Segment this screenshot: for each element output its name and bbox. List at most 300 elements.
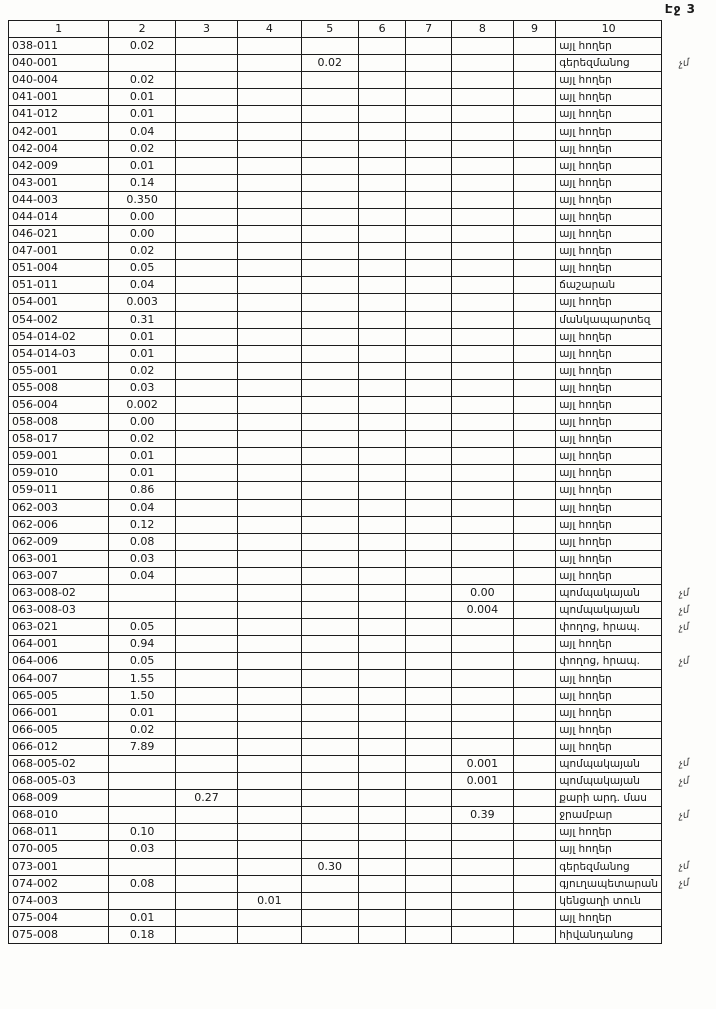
table-row bbox=[9, 550, 716, 567]
table-row bbox=[9, 465, 716, 482]
area-value-cell: 0.00 bbox=[109, 414, 176, 431]
area-value-cell bbox=[406, 345, 452, 362]
area-value-cell bbox=[513, 448, 556, 465]
area-value-cell: 0.08 bbox=[109, 533, 176, 550]
area-value-cell bbox=[406, 585, 452, 602]
area-value-cell: 0.01 bbox=[109, 157, 176, 174]
area-value-cell bbox=[175, 670, 237, 687]
area-value-cell bbox=[238, 824, 302, 841]
area-value-cell bbox=[513, 755, 556, 772]
table-row bbox=[9, 499, 716, 516]
area-value-cell bbox=[452, 704, 514, 721]
area-value-cell bbox=[406, 379, 452, 396]
table-row bbox=[9, 755, 716, 772]
area-value-cell bbox=[175, 482, 237, 499]
margin-note-spacer bbox=[662, 21, 716, 38]
area-value-cell bbox=[513, 909, 556, 926]
margin-note-cell bbox=[662, 499, 716, 516]
area-value-cell bbox=[238, 670, 302, 687]
area-value-cell: 0.01 bbox=[109, 328, 176, 345]
area-value-cell bbox=[452, 345, 514, 362]
area-value-cell: 0.05 bbox=[109, 619, 176, 636]
area-value-cell bbox=[452, 926, 514, 943]
area-value-cell bbox=[301, 926, 358, 943]
handwritten-note: չմ bbox=[678, 809, 690, 822]
area-value-cell: 0.04 bbox=[109, 499, 176, 516]
column-header-2: 2 bbox=[109, 21, 176, 38]
area-value-cell bbox=[301, 807, 358, 824]
land-use-cell: այլ հողեր bbox=[556, 89, 662, 106]
area-value-cell bbox=[238, 909, 302, 926]
table-row bbox=[9, 875, 716, 892]
area-value-cell: 0.01 bbox=[109, 909, 176, 926]
parcel-code-cell: 066-001 bbox=[9, 704, 109, 721]
area-value-cell bbox=[175, 362, 237, 379]
handwritten-note: չմ bbox=[678, 655, 690, 668]
margin-note-cell bbox=[662, 892, 716, 909]
area-value-cell bbox=[358, 482, 405, 499]
area-value-cell bbox=[358, 585, 405, 602]
land-parcel-table bbox=[8, 20, 716, 944]
area-value-cell: 0.01 bbox=[109, 89, 176, 106]
area-value-cell bbox=[452, 636, 514, 653]
table-row bbox=[9, 482, 716, 499]
parcel-code-cell: 068-011 bbox=[9, 824, 109, 841]
margin-note-cell bbox=[662, 755, 716, 772]
table-row bbox=[9, 226, 716, 243]
area-value-cell bbox=[358, 431, 405, 448]
area-value-cell bbox=[175, 926, 237, 943]
area-value-cell: 0.86 bbox=[109, 482, 176, 499]
margin-note-cell bbox=[662, 226, 716, 243]
area-value-cell: 0.004 bbox=[452, 602, 514, 619]
table-row bbox=[9, 294, 716, 311]
land-use-cell: այլ հողեր bbox=[556, 567, 662, 584]
area-value-cell bbox=[301, 174, 358, 191]
area-value-cell bbox=[238, 567, 302, 584]
parcel-code-cell: 044-003 bbox=[9, 191, 109, 208]
area-value-cell bbox=[513, 414, 556, 431]
handwritten-note: չմ bbox=[678, 621, 690, 634]
area-value-cell bbox=[301, 533, 358, 550]
handwritten-note: չմ bbox=[678, 586, 690, 600]
area-value-cell bbox=[358, 414, 405, 431]
area-value-cell bbox=[175, 191, 237, 208]
area-value-cell bbox=[175, 909, 237, 926]
area-value-cell bbox=[358, 72, 405, 89]
area-value-cell bbox=[513, 208, 556, 225]
table-row bbox=[9, 790, 716, 807]
area-value-cell bbox=[513, 72, 556, 89]
area-value-cell bbox=[452, 311, 514, 328]
land-use-cell: այլ հողեր bbox=[556, 687, 662, 704]
area-value-cell bbox=[513, 157, 556, 174]
table-row bbox=[9, 379, 716, 396]
area-value-cell bbox=[358, 294, 405, 311]
margin-note-cell bbox=[662, 585, 716, 602]
margin-note-cell bbox=[662, 174, 716, 191]
area-value-cell bbox=[358, 362, 405, 379]
parcel-code-cell: 074-002 bbox=[9, 875, 109, 892]
margin-note-cell bbox=[662, 414, 716, 431]
area-value-cell bbox=[301, 328, 358, 345]
area-value-cell bbox=[301, 653, 358, 670]
land-use-cell: այլ հողեր bbox=[556, 38, 662, 55]
area-value-cell bbox=[238, 106, 302, 123]
margin-note-cell bbox=[662, 89, 716, 106]
area-value-cell bbox=[513, 123, 556, 140]
area-value-cell bbox=[175, 841, 237, 858]
area-value-cell bbox=[109, 755, 176, 772]
land-use-cell: այլ հողեր bbox=[556, 670, 662, 687]
area-value-cell bbox=[175, 755, 237, 772]
area-value-cell bbox=[513, 619, 556, 636]
area-value-cell bbox=[238, 687, 302, 704]
area-value-cell bbox=[406, 687, 452, 704]
handwritten-note: չմ bbox=[678, 604, 690, 617]
area-value-cell bbox=[175, 516, 237, 533]
table-row bbox=[9, 653, 716, 670]
margin-note-cell bbox=[662, 773, 716, 790]
area-value-cell bbox=[301, 38, 358, 55]
land-use-cell: այլ հողեր bbox=[556, 396, 662, 413]
area-value-cell bbox=[406, 277, 452, 294]
parcel-code-cell: 066-005 bbox=[9, 721, 109, 738]
land-use-cell: այլ հողեր bbox=[556, 533, 662, 550]
land-use-cell: այլ հողեր bbox=[556, 379, 662, 396]
area-value-cell bbox=[358, 174, 405, 191]
land-use-cell: այլ հողեր bbox=[556, 482, 662, 499]
area-value-cell bbox=[358, 670, 405, 687]
area-value-cell bbox=[358, 123, 405, 140]
area-value-cell bbox=[452, 379, 514, 396]
area-value-cell bbox=[452, 277, 514, 294]
area-value-cell: 0.02 bbox=[109, 140, 176, 157]
parcel-code-cell: 054-014-02 bbox=[9, 328, 109, 345]
parcel-code-cell: 038-011 bbox=[9, 38, 109, 55]
margin-note-cell bbox=[662, 858, 716, 875]
area-value-cell bbox=[358, 226, 405, 243]
area-value-cell bbox=[513, 379, 556, 396]
land-use-cell: այլ հողեր bbox=[556, 499, 662, 516]
area-value-cell bbox=[452, 55, 514, 72]
area-value-cell bbox=[513, 328, 556, 345]
table-row bbox=[9, 140, 716, 157]
area-value-cell bbox=[175, 824, 237, 841]
area-value-cell: 0.31 bbox=[109, 311, 176, 328]
area-value-cell: 0.30 bbox=[301, 858, 358, 875]
margin-note-cell bbox=[662, 465, 716, 482]
area-value-cell bbox=[513, 243, 556, 260]
parcel-code-cell: 075-008 bbox=[9, 926, 109, 943]
area-value-cell bbox=[452, 533, 514, 550]
area-value-cell bbox=[358, 773, 405, 790]
margin-note-cell bbox=[662, 260, 716, 277]
area-value-cell bbox=[406, 106, 452, 123]
area-value-cell bbox=[175, 294, 237, 311]
area-value-cell bbox=[452, 858, 514, 875]
margin-note-cell bbox=[662, 140, 716, 157]
area-value-cell bbox=[452, 721, 514, 738]
area-value-cell bbox=[452, 191, 514, 208]
area-value-cell bbox=[358, 721, 405, 738]
area-value-cell bbox=[406, 499, 452, 516]
area-value-cell bbox=[452, 157, 514, 174]
margin-note-cell bbox=[662, 721, 716, 738]
area-value-cell bbox=[452, 89, 514, 106]
table-row bbox=[9, 926, 716, 943]
area-value-cell bbox=[452, 499, 514, 516]
area-value-cell bbox=[452, 841, 514, 858]
land-use-cell: այլ հողեր bbox=[556, 550, 662, 567]
area-value-cell bbox=[301, 670, 358, 687]
area-value-cell bbox=[452, 653, 514, 670]
area-value-cell bbox=[301, 687, 358, 704]
margin-note-cell bbox=[662, 909, 716, 926]
area-value-cell bbox=[238, 704, 302, 721]
area-value-cell bbox=[406, 670, 452, 687]
area-value-cell bbox=[358, 755, 405, 772]
area-value-cell bbox=[406, 362, 452, 379]
parcel-code-cell: 063-007 bbox=[9, 567, 109, 584]
parcel-code-cell: 046-021 bbox=[9, 226, 109, 243]
area-value-cell bbox=[513, 174, 556, 191]
parcel-code-cell: 054-014-03 bbox=[9, 345, 109, 362]
area-value-cell bbox=[175, 208, 237, 225]
area-value-cell bbox=[175, 106, 237, 123]
column-header-4: 4 bbox=[238, 21, 302, 38]
area-value-cell bbox=[406, 704, 452, 721]
land-use-cell: այլ հողեր bbox=[556, 226, 662, 243]
parcel-code-cell: 051-011 bbox=[9, 277, 109, 294]
area-value-cell bbox=[406, 191, 452, 208]
parcel-code-cell: 068-009 bbox=[9, 790, 109, 807]
area-value-cell bbox=[358, 687, 405, 704]
margin-note-cell bbox=[662, 328, 716, 345]
area-value-cell bbox=[238, 191, 302, 208]
area-value-cell bbox=[452, 790, 514, 807]
area-value-cell bbox=[238, 362, 302, 379]
area-value-cell: 0.02 bbox=[109, 38, 176, 55]
area-value-cell bbox=[358, 909, 405, 926]
area-value-cell bbox=[452, 687, 514, 704]
area-value-cell bbox=[301, 567, 358, 584]
margin-note-cell bbox=[662, 875, 716, 892]
margin-note-cell bbox=[662, 191, 716, 208]
margin-note-cell bbox=[662, 396, 716, 413]
area-value-cell bbox=[175, 89, 237, 106]
margin-note-cell bbox=[662, 704, 716, 721]
area-value-cell bbox=[406, 824, 452, 841]
land-use-cell: այլ հողեր bbox=[556, 465, 662, 482]
area-value-cell bbox=[513, 636, 556, 653]
table-row bbox=[9, 72, 716, 89]
margin-note-cell bbox=[662, 533, 716, 550]
area-value-cell bbox=[301, 482, 358, 499]
table-row bbox=[9, 721, 716, 738]
area-value-cell bbox=[301, 721, 358, 738]
parcel-code-cell: 068-005-02 bbox=[9, 755, 109, 772]
area-value-cell bbox=[513, 140, 556, 157]
area-value-cell bbox=[513, 345, 556, 362]
area-value-cell bbox=[513, 875, 556, 892]
area-value-cell bbox=[513, 482, 556, 499]
area-value-cell: 0.002 bbox=[109, 396, 176, 413]
area-value-cell bbox=[358, 277, 405, 294]
area-value-cell bbox=[358, 824, 405, 841]
land-use-cell: քարի արդ. մաս bbox=[556, 790, 662, 807]
table-row bbox=[9, 174, 716, 191]
table-row bbox=[9, 157, 716, 174]
column-header-1: 1 bbox=[9, 21, 109, 38]
area-value-cell bbox=[452, 72, 514, 89]
area-value-cell bbox=[175, 721, 237, 738]
area-value-cell bbox=[175, 636, 237, 653]
margin-note-cell bbox=[662, 294, 716, 311]
area-value-cell bbox=[109, 790, 176, 807]
parcel-code-cell: 041-001 bbox=[9, 89, 109, 106]
area-value-cell bbox=[301, 140, 358, 157]
margin-note-cell bbox=[662, 362, 716, 379]
area-value-cell: 0.01 bbox=[238, 892, 302, 909]
margin-note-cell bbox=[662, 516, 716, 533]
area-value-cell: 0.05 bbox=[109, 653, 176, 670]
area-value-cell bbox=[301, 260, 358, 277]
area-value-cell bbox=[358, 567, 405, 584]
area-value-cell: 0.02 bbox=[109, 72, 176, 89]
margin-note-cell bbox=[662, 482, 716, 499]
area-value-cell bbox=[358, 533, 405, 550]
area-value-cell bbox=[406, 841, 452, 858]
table-row bbox=[9, 345, 716, 362]
area-value-cell bbox=[238, 55, 302, 72]
area-value-cell bbox=[406, 892, 452, 909]
table-row bbox=[9, 841, 716, 858]
area-value-cell bbox=[238, 721, 302, 738]
area-value-cell bbox=[358, 653, 405, 670]
area-value-cell bbox=[513, 687, 556, 704]
area-value-cell bbox=[301, 414, 358, 431]
margin-note-cell bbox=[662, 738, 716, 755]
parcel-code-cell: 065-005 bbox=[9, 687, 109, 704]
parcel-code-cell: 062-003 bbox=[9, 499, 109, 516]
area-value-cell bbox=[301, 379, 358, 396]
area-value-cell bbox=[238, 208, 302, 225]
area-value-cell: 0.350 bbox=[109, 191, 176, 208]
table-row bbox=[9, 431, 716, 448]
area-value-cell bbox=[358, 790, 405, 807]
parcel-code-cell: 066-012 bbox=[9, 738, 109, 755]
area-value-cell: 0.02 bbox=[109, 243, 176, 260]
land-use-cell: այլ հողեր bbox=[556, 704, 662, 721]
area-value-cell: 0.01 bbox=[109, 345, 176, 362]
area-value-cell bbox=[452, 550, 514, 567]
parcel-code-cell: 051-004 bbox=[9, 260, 109, 277]
area-value-cell bbox=[406, 619, 452, 636]
margin-note-cell bbox=[662, 345, 716, 362]
table-row bbox=[9, 704, 716, 721]
parcel-code-cell: 063-021 bbox=[9, 619, 109, 636]
area-value-cell bbox=[513, 38, 556, 55]
area-value-cell bbox=[109, 602, 176, 619]
area-value-cell bbox=[301, 396, 358, 413]
area-value-cell: 0.18 bbox=[109, 926, 176, 943]
area-value-cell bbox=[301, 755, 358, 772]
area-value-cell bbox=[406, 790, 452, 807]
table-row bbox=[9, 636, 716, 653]
area-value-cell bbox=[513, 926, 556, 943]
table-row bbox=[9, 328, 716, 345]
parcel-code-cell: 064-001 bbox=[9, 636, 109, 653]
area-value-cell bbox=[452, 414, 514, 431]
handwritten-note: չմ bbox=[678, 877, 690, 890]
area-value-cell bbox=[301, 208, 358, 225]
area-value-cell bbox=[406, 38, 452, 55]
margin-note-cell bbox=[662, 841, 716, 858]
area-value-cell bbox=[238, 123, 302, 140]
table-row bbox=[9, 858, 716, 875]
table-row bbox=[9, 89, 716, 106]
parcel-code-cell: 044-014 bbox=[9, 208, 109, 225]
area-value-cell bbox=[452, 567, 514, 584]
area-value-cell bbox=[513, 585, 556, 602]
area-value-cell bbox=[238, 499, 302, 516]
area-value-cell: 0.00 bbox=[452, 585, 514, 602]
area-value-cell bbox=[175, 379, 237, 396]
parcel-code-cell: 070-005 bbox=[9, 841, 109, 858]
area-value-cell bbox=[513, 738, 556, 755]
area-value-cell: 0.04 bbox=[109, 567, 176, 584]
land-use-cell: այլ հողեր bbox=[556, 157, 662, 174]
area-value-cell bbox=[406, 602, 452, 619]
area-value-cell bbox=[301, 465, 358, 482]
margin-note-cell bbox=[662, 687, 716, 704]
parcel-code-cell: 059-001 bbox=[9, 448, 109, 465]
area-value-cell bbox=[238, 414, 302, 431]
area-value-cell bbox=[406, 636, 452, 653]
area-value-cell bbox=[452, 619, 514, 636]
table-row bbox=[9, 773, 716, 790]
area-value-cell bbox=[301, 824, 358, 841]
area-value-cell bbox=[358, 396, 405, 413]
area-value-cell bbox=[452, 465, 514, 482]
area-value-cell bbox=[358, 345, 405, 362]
parcel-code-cell: 064-007 bbox=[9, 670, 109, 687]
area-value-cell bbox=[406, 208, 452, 225]
table-row bbox=[9, 602, 716, 619]
table-row bbox=[9, 38, 716, 55]
area-value-cell bbox=[238, 140, 302, 157]
area-value-cell bbox=[513, 602, 556, 619]
land-use-cell: այլ հողեր bbox=[556, 431, 662, 448]
area-value-cell: 0.39 bbox=[452, 807, 514, 824]
parcel-code-cell: 063-008-02 bbox=[9, 585, 109, 602]
land-use-cell: ջրամբար bbox=[556, 807, 662, 824]
area-value-cell bbox=[238, 602, 302, 619]
area-value-cell bbox=[358, 738, 405, 755]
area-value-cell bbox=[358, 892, 405, 909]
area-value-cell bbox=[175, 448, 237, 465]
area-value-cell bbox=[452, 431, 514, 448]
area-value-cell bbox=[175, 807, 237, 824]
area-value-cell bbox=[513, 653, 556, 670]
area-value-cell bbox=[452, 670, 514, 687]
land-use-cell: փողոց, հրապ. bbox=[556, 653, 662, 670]
area-value-cell bbox=[452, 328, 514, 345]
area-value-cell bbox=[301, 243, 358, 260]
area-value-cell bbox=[513, 106, 556, 123]
area-value-cell bbox=[358, 191, 405, 208]
